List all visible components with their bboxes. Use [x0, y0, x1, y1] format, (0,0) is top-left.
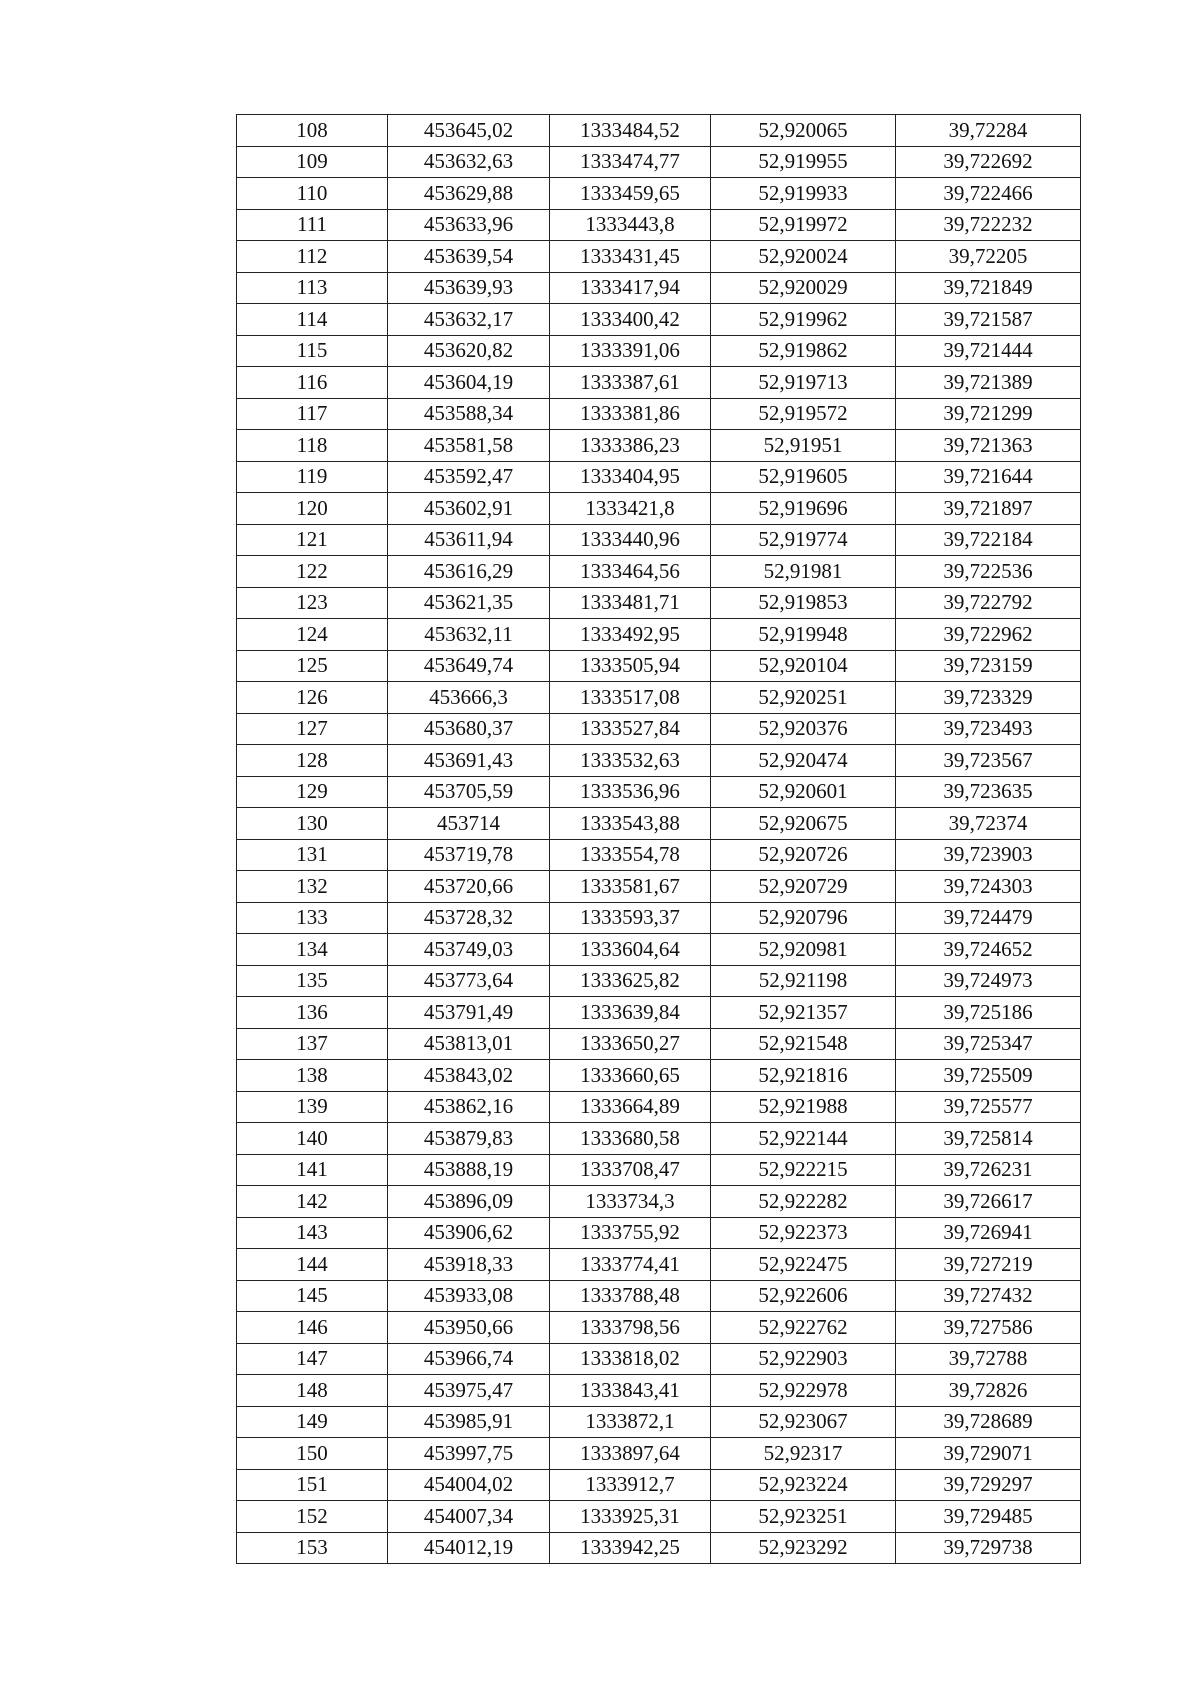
- latitude-cell: 52,91951: [711, 430, 896, 462]
- x-coordinate-cell: 453602,91: [388, 493, 550, 525]
- x-coordinate-cell: 454012,19: [388, 1532, 550, 1564]
- longitude-cell: 39,727219: [896, 1249, 1081, 1281]
- longitude-cell: 39,725509: [896, 1060, 1081, 1092]
- longitude-cell: 39,721587: [896, 304, 1081, 336]
- latitude-cell: 52,920104: [711, 650, 896, 682]
- x-coordinate-cell: 453616,29: [388, 556, 550, 588]
- latitude-cell: 52,919955: [711, 146, 896, 178]
- x-coordinate-cell: 453714: [388, 808, 550, 840]
- point-number-cell: 129: [237, 776, 388, 808]
- y-coordinate-cell: 1333417,94: [550, 272, 711, 304]
- point-number-cell: 149: [237, 1406, 388, 1438]
- x-coordinate-cell: 453645,02: [388, 115, 550, 147]
- point-number-cell: 120: [237, 493, 388, 525]
- x-coordinate-cell: 454007,34: [388, 1501, 550, 1533]
- y-coordinate-cell: 1333459,65: [550, 178, 711, 210]
- table-row: [237, 461, 1081, 493]
- x-coordinate-cell: 453611,94: [388, 524, 550, 556]
- table-row: [237, 934, 1081, 966]
- table-row: [237, 1186, 1081, 1218]
- longitude-cell: 39,725577: [896, 1091, 1081, 1123]
- latitude-cell: 52,920675: [711, 808, 896, 840]
- latitude-cell: 52,919962: [711, 304, 896, 336]
- x-coordinate-cell: 453985,91: [388, 1406, 550, 1438]
- table-row: [237, 650, 1081, 682]
- y-coordinate-cell: 1333492,95: [550, 619, 711, 651]
- latitude-cell: 52,919713: [711, 367, 896, 399]
- point-number-cell: 112: [237, 241, 388, 273]
- x-coordinate-cell: 453691,43: [388, 745, 550, 777]
- point-number-cell: 132: [237, 871, 388, 903]
- point-number-cell: 111: [237, 209, 388, 241]
- point-number-cell: 143: [237, 1217, 388, 1249]
- x-coordinate-cell: 453966,74: [388, 1343, 550, 1375]
- y-coordinate-cell: 1333942,25: [550, 1532, 711, 1564]
- table-row: [237, 1469, 1081, 1501]
- x-coordinate-cell: 453639,54: [388, 241, 550, 273]
- x-coordinate-cell: 453888,19: [388, 1154, 550, 1186]
- y-coordinate-cell: 1333421,8: [550, 493, 711, 525]
- y-coordinate-cell: 1333660,65: [550, 1060, 711, 1092]
- latitude-cell: 52,922144: [711, 1123, 896, 1155]
- y-coordinate-cell: 1333664,89: [550, 1091, 711, 1123]
- table-row: [237, 808, 1081, 840]
- table-row: [237, 871, 1081, 903]
- longitude-cell: 39,722184: [896, 524, 1081, 556]
- table-row: [237, 1123, 1081, 1155]
- point-number-cell: 109: [237, 146, 388, 178]
- table-row: [237, 902, 1081, 934]
- longitude-cell: 39,721897: [896, 493, 1081, 525]
- point-number-cell: 134: [237, 934, 388, 966]
- point-number-cell: 131: [237, 839, 388, 871]
- latitude-cell: 52,920024: [711, 241, 896, 273]
- table-row: [237, 1532, 1081, 1564]
- y-coordinate-cell: 1333517,08: [550, 682, 711, 714]
- y-coordinate-cell: 1333818,02: [550, 1343, 711, 1375]
- table-row: [237, 1438, 1081, 1470]
- latitude-cell: 52,923251: [711, 1501, 896, 1533]
- latitude-cell: 52,921548: [711, 1028, 896, 1060]
- latitude-cell: 52,922762: [711, 1312, 896, 1344]
- longitude-cell: 39,721849: [896, 272, 1081, 304]
- latitude-cell: 52,919972: [711, 209, 896, 241]
- point-number-cell: 148: [237, 1375, 388, 1407]
- point-number-cell: 153: [237, 1532, 388, 1564]
- longitude-cell: 39,726231: [896, 1154, 1081, 1186]
- y-coordinate-cell: 1333625,82: [550, 965, 711, 997]
- x-coordinate-cell: 453620,82: [388, 335, 550, 367]
- x-coordinate-cell: 453632,63: [388, 146, 550, 178]
- y-coordinate-cell: 1333484,52: [550, 115, 711, 147]
- x-coordinate-cell: 453639,93: [388, 272, 550, 304]
- latitude-cell: 52,920981: [711, 934, 896, 966]
- table-row: [237, 1028, 1081, 1060]
- point-number-cell: 114: [237, 304, 388, 336]
- latitude-cell: 52,923224: [711, 1469, 896, 1501]
- y-coordinate-cell: 1333897,64: [550, 1438, 711, 1470]
- x-coordinate-cell: 453918,33: [388, 1249, 550, 1281]
- point-number-cell: 118: [237, 430, 388, 462]
- table-row: [237, 1280, 1081, 1312]
- longitude-cell: 39,729071: [896, 1438, 1081, 1470]
- x-coordinate-cell: 453588,34: [388, 398, 550, 430]
- longitude-cell: 39,72205: [896, 241, 1081, 273]
- latitude-cell: 52,919933: [711, 178, 896, 210]
- latitude-cell: 52,923067: [711, 1406, 896, 1438]
- latitude-cell: 52,919774: [711, 524, 896, 556]
- y-coordinate-cell: 1333788,48: [550, 1280, 711, 1312]
- longitude-cell: 39,727432: [896, 1280, 1081, 1312]
- x-coordinate-cell: 453773,64: [388, 965, 550, 997]
- y-coordinate-cell: 1333925,31: [550, 1501, 711, 1533]
- table-row: [237, 682, 1081, 714]
- y-coordinate-cell: 1333464,56: [550, 556, 711, 588]
- longitude-cell: 39,722466: [896, 178, 1081, 210]
- longitude-cell: 39,721363: [896, 430, 1081, 462]
- latitude-cell: 52,92317: [711, 1438, 896, 1470]
- latitude-cell: 52,921198: [711, 965, 896, 997]
- longitude-cell: 39,72374: [896, 808, 1081, 840]
- table-row: [237, 241, 1081, 273]
- x-coordinate-cell: 453680,37: [388, 713, 550, 745]
- longitude-cell: 39,722692: [896, 146, 1081, 178]
- y-coordinate-cell: 1333593,37: [550, 902, 711, 934]
- table-row: [237, 997, 1081, 1029]
- table-row: [237, 430, 1081, 462]
- y-coordinate-cell: 1333505,94: [550, 650, 711, 682]
- x-coordinate-cell: 453975,47: [388, 1375, 550, 1407]
- table-row: [237, 1501, 1081, 1533]
- longitude-cell: 39,721444: [896, 335, 1081, 367]
- latitude-cell: 52,919862: [711, 335, 896, 367]
- point-number-cell: 115: [237, 335, 388, 367]
- point-number-cell: 146: [237, 1312, 388, 1344]
- latitude-cell: 52,922373: [711, 1217, 896, 1249]
- y-coordinate-cell: 1333581,67: [550, 871, 711, 903]
- longitude-cell: 39,725186: [896, 997, 1081, 1029]
- y-coordinate-cell: 1333481,71: [550, 587, 711, 619]
- y-coordinate-cell: 1333474,77: [550, 146, 711, 178]
- x-coordinate-cell: 453933,08: [388, 1280, 550, 1312]
- x-coordinate-cell: 453705,59: [388, 776, 550, 808]
- point-number-cell: 113: [237, 272, 388, 304]
- table-row: [237, 1312, 1081, 1344]
- longitude-cell: 39,721299: [896, 398, 1081, 430]
- x-coordinate-cell: 453791,49: [388, 997, 550, 1029]
- latitude-cell: 52,920796: [711, 902, 896, 934]
- table-row: [237, 965, 1081, 997]
- y-coordinate-cell: 1333536,96: [550, 776, 711, 808]
- y-coordinate-cell: 1333386,23: [550, 430, 711, 462]
- table-row: [237, 619, 1081, 651]
- table-row: [237, 556, 1081, 588]
- table-row: [237, 1154, 1081, 1186]
- table-row: [237, 776, 1081, 808]
- longitude-cell: 39,722792: [896, 587, 1081, 619]
- point-number-cell: 127: [237, 713, 388, 745]
- latitude-cell: 52,920029: [711, 272, 896, 304]
- longitude-cell: 39,729485: [896, 1501, 1081, 1533]
- x-coordinate-cell: 453719,78: [388, 839, 550, 871]
- latitude-cell: 52,919572: [711, 398, 896, 430]
- latitude-cell: 52,91981: [711, 556, 896, 588]
- table-row: [237, 304, 1081, 336]
- point-number-cell: 139: [237, 1091, 388, 1123]
- latitude-cell: 52,920251: [711, 682, 896, 714]
- y-coordinate-cell: 1333400,42: [550, 304, 711, 336]
- table-row: [237, 1091, 1081, 1123]
- longitude-cell: 39,724303: [896, 871, 1081, 903]
- x-coordinate-cell: 453749,03: [388, 934, 550, 966]
- longitude-cell: 39,723903: [896, 839, 1081, 871]
- table-row: [237, 1406, 1081, 1438]
- coordinates-table-body: [237, 115, 1081, 1564]
- latitude-cell: 52,919948: [711, 619, 896, 651]
- coordinates-table: [236, 114, 1081, 1564]
- table-row: [237, 398, 1081, 430]
- y-coordinate-cell: 1333872,1: [550, 1406, 711, 1438]
- point-number-cell: 133: [237, 902, 388, 934]
- y-coordinate-cell: 1333527,84: [550, 713, 711, 745]
- longitude-cell: 39,72826: [896, 1375, 1081, 1407]
- longitude-cell: 39,724652: [896, 934, 1081, 966]
- y-coordinate-cell: 1333387,61: [550, 367, 711, 399]
- point-number-cell: 152: [237, 1501, 388, 1533]
- latitude-cell: 52,920376: [711, 713, 896, 745]
- latitude-cell: 52,920474: [711, 745, 896, 777]
- point-number-cell: 122: [237, 556, 388, 588]
- y-coordinate-cell: 1333554,78: [550, 839, 711, 871]
- latitude-cell: 52,922475: [711, 1249, 896, 1281]
- longitude-cell: 39,728689: [896, 1406, 1081, 1438]
- table-row: [237, 745, 1081, 777]
- y-coordinate-cell: 1333543,88: [550, 808, 711, 840]
- point-number-cell: 141: [237, 1154, 388, 1186]
- x-coordinate-cell: 454004,02: [388, 1469, 550, 1501]
- point-number-cell: 123: [237, 587, 388, 619]
- table-row: [237, 1375, 1081, 1407]
- table-row: [237, 115, 1081, 147]
- x-coordinate-cell: 453632,11: [388, 619, 550, 651]
- latitude-cell: 52,920729: [711, 871, 896, 903]
- point-number-cell: 151: [237, 1469, 388, 1501]
- point-number-cell: 137: [237, 1028, 388, 1060]
- y-coordinate-cell: 1333404,95: [550, 461, 711, 493]
- longitude-cell: 39,725814: [896, 1123, 1081, 1155]
- latitude-cell: 52,919696: [711, 493, 896, 525]
- table-row: [237, 209, 1081, 241]
- table-row: [237, 1343, 1081, 1375]
- y-coordinate-cell: 1333391,06: [550, 335, 711, 367]
- x-coordinate-cell: 453950,66: [388, 1312, 550, 1344]
- longitude-cell: 39,725347: [896, 1028, 1081, 1060]
- table-row: [237, 587, 1081, 619]
- y-coordinate-cell: 1333604,64: [550, 934, 711, 966]
- point-number-cell: 128: [237, 745, 388, 777]
- table-row: [237, 713, 1081, 745]
- x-coordinate-cell: 453629,88: [388, 178, 550, 210]
- x-coordinate-cell: 453728,32: [388, 902, 550, 934]
- point-number-cell: 145: [237, 1280, 388, 1312]
- point-number-cell: 108: [237, 115, 388, 147]
- x-coordinate-cell: 453896,09: [388, 1186, 550, 1218]
- longitude-cell: 39,723329: [896, 682, 1081, 714]
- table-row: [237, 524, 1081, 556]
- longitude-cell: 39,723635: [896, 776, 1081, 808]
- latitude-cell: 52,919605: [711, 461, 896, 493]
- x-coordinate-cell: 453997,75: [388, 1438, 550, 1470]
- y-coordinate-cell: 1333443,8: [550, 209, 711, 241]
- latitude-cell: 52,922978: [711, 1375, 896, 1407]
- x-coordinate-cell: 453862,16: [388, 1091, 550, 1123]
- table-row: [237, 367, 1081, 399]
- y-coordinate-cell: 1333532,63: [550, 745, 711, 777]
- point-number-cell: 116: [237, 367, 388, 399]
- x-coordinate-cell: 453666,3: [388, 682, 550, 714]
- longitude-cell: 39,723567: [896, 745, 1081, 777]
- longitude-cell: 39,729297: [896, 1469, 1081, 1501]
- longitude-cell: 39,721389: [896, 367, 1081, 399]
- x-coordinate-cell: 453879,83: [388, 1123, 550, 1155]
- table-row: [237, 493, 1081, 525]
- y-coordinate-cell: 1333774,41: [550, 1249, 711, 1281]
- latitude-cell: 52,923292: [711, 1532, 896, 1564]
- y-coordinate-cell: 1333798,56: [550, 1312, 711, 1344]
- point-number-cell: 121: [237, 524, 388, 556]
- longitude-cell: 39,723493: [896, 713, 1081, 745]
- point-number-cell: 126: [237, 682, 388, 714]
- x-coordinate-cell: 453649,74: [388, 650, 550, 682]
- latitude-cell: 52,921816: [711, 1060, 896, 1092]
- latitude-cell: 52,922903: [711, 1343, 896, 1375]
- table-row: [237, 839, 1081, 871]
- y-coordinate-cell: 1333680,58: [550, 1123, 711, 1155]
- longitude-cell: 39,726617: [896, 1186, 1081, 1218]
- table-row: [237, 178, 1081, 210]
- point-number-cell: 144: [237, 1249, 388, 1281]
- point-number-cell: 119: [237, 461, 388, 493]
- x-coordinate-cell: 453843,02: [388, 1060, 550, 1092]
- x-coordinate-cell: 453592,47: [388, 461, 550, 493]
- longitude-cell: 39,722536: [896, 556, 1081, 588]
- longitude-cell: 39,72284: [896, 115, 1081, 147]
- latitude-cell: 52,922215: [711, 1154, 896, 1186]
- point-number-cell: 117: [237, 398, 388, 430]
- x-coordinate-cell: 453720,66: [388, 871, 550, 903]
- longitude-cell: 39,724973: [896, 965, 1081, 997]
- point-number-cell: 135: [237, 965, 388, 997]
- x-coordinate-cell: 453632,17: [388, 304, 550, 336]
- latitude-cell: 52,919853: [711, 587, 896, 619]
- y-coordinate-cell: 1333440,96: [550, 524, 711, 556]
- table-row: [237, 272, 1081, 304]
- y-coordinate-cell: 1333843,41: [550, 1375, 711, 1407]
- point-number-cell: 110: [237, 178, 388, 210]
- point-number-cell: 138: [237, 1060, 388, 1092]
- longitude-cell: 39,726941: [896, 1217, 1081, 1249]
- point-number-cell: 140: [237, 1123, 388, 1155]
- y-coordinate-cell: 1333431,45: [550, 241, 711, 273]
- longitude-cell: 39,721644: [896, 461, 1081, 493]
- y-coordinate-cell: 1333734,3: [550, 1186, 711, 1218]
- y-coordinate-cell: 1333639,84: [550, 997, 711, 1029]
- table-row: [237, 1249, 1081, 1281]
- point-number-cell: 150: [237, 1438, 388, 1470]
- point-number-cell: 147: [237, 1343, 388, 1375]
- point-number-cell: 130: [237, 808, 388, 840]
- y-coordinate-cell: 1333650,27: [550, 1028, 711, 1060]
- x-coordinate-cell: 453581,58: [388, 430, 550, 462]
- y-coordinate-cell: 1333708,47: [550, 1154, 711, 1186]
- longitude-cell: 39,723159: [896, 650, 1081, 682]
- point-number-cell: 124: [237, 619, 388, 651]
- latitude-cell: 52,921988: [711, 1091, 896, 1123]
- longitude-cell: 39,722962: [896, 619, 1081, 651]
- latitude-cell: 52,920726: [711, 839, 896, 871]
- longitude-cell: 39,724479: [896, 902, 1081, 934]
- x-coordinate-cell: 453633,96: [388, 209, 550, 241]
- x-coordinate-cell: 453604,19: [388, 367, 550, 399]
- latitude-cell: 52,921357: [711, 997, 896, 1029]
- y-coordinate-cell: 1333912,7: [550, 1469, 711, 1501]
- table-row: [237, 146, 1081, 178]
- longitude-cell: 39,727586: [896, 1312, 1081, 1344]
- point-number-cell: 136: [237, 997, 388, 1029]
- y-coordinate-cell: 1333381,86: [550, 398, 711, 430]
- point-number-cell: 125: [237, 650, 388, 682]
- table-row: [237, 335, 1081, 367]
- latitude-cell: 52,922282: [711, 1186, 896, 1218]
- x-coordinate-cell: 453906,62: [388, 1217, 550, 1249]
- longitude-cell: 39,72788: [896, 1343, 1081, 1375]
- latitude-cell: 52,922606: [711, 1280, 896, 1312]
- x-coordinate-cell: 453621,35: [388, 587, 550, 619]
- table-row: [237, 1217, 1081, 1249]
- table-row: [237, 1060, 1081, 1092]
- x-coordinate-cell: 453813,01: [388, 1028, 550, 1060]
- y-coordinate-cell: 1333755,92: [550, 1217, 711, 1249]
- longitude-cell: 39,722232: [896, 209, 1081, 241]
- longitude-cell: 39,729738: [896, 1532, 1081, 1564]
- point-number-cell: 142: [237, 1186, 388, 1218]
- latitude-cell: 52,920601: [711, 776, 896, 808]
- latitude-cell: 52,920065: [711, 115, 896, 147]
